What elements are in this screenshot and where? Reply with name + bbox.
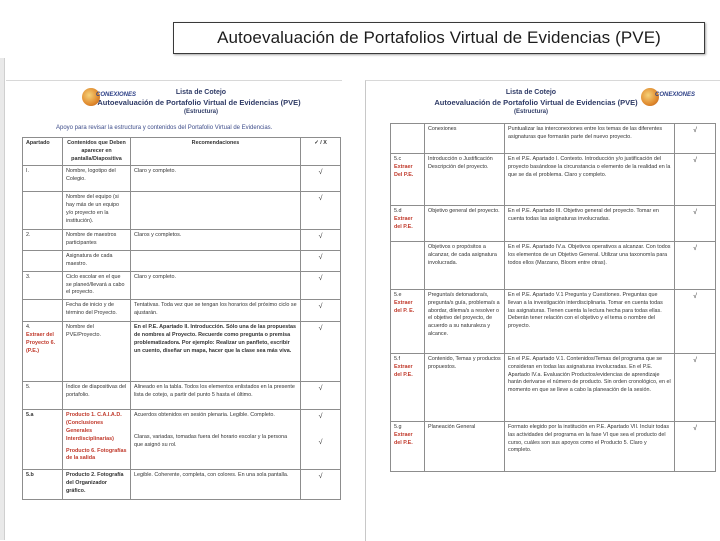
extraer-tag: Extraer del Proyecto 6. (P.E.) bbox=[26, 332, 56, 354]
left-head-lista: Lista de Cotejo bbox=[175, 89, 227, 96]
left-intro-text: Apoyo para revisar la estructura y contenidos del Portafolio Virtual de Evidencias. bbox=[56, 125, 273, 131]
table-row: 5.d Extraer del P.E. Objetivo general del proyecto. En el P.E. Apartado III. Objetivo general del proyecto. Tomar en cuenta todas las asignaturas involucradas. √ bbox=[391, 206, 716, 242]
slide-title: Autoevaluación de Portafolios Virtual de Evidencias (PVE) bbox=[217, 28, 661, 47]
table-row: Fecha de inicio y de término del Proyecto. Tentativas. Toda vez que se tengan los horarios del próximo ciclo se ajustarán. √ bbox=[23, 300, 341, 322]
left-edge-strip bbox=[0, 58, 5, 540]
right-head-lista: Lista de Cotejo bbox=[505, 89, 557, 96]
table-row: 4. Extraer del Proyecto 6. (P.E.) Nombre del PVE/Proyecto. En el P.E. Apartado II. Introducción. Sólo una de las propuestas de nombres al Proyecto. Recuerde como pregunta o premisa problematizadora. Por ejemplo: Realizar un panfleto, escribir un cuento, diseñar un mapa, hacer que la clase sea más viva. √ bbox=[23, 322, 341, 382]
left-document-page bbox=[6, 80, 342, 541]
table-row: Objetivos o propósitos a alcanzar, de cada asignatura involucrada. En el P.E. Apartado IV.a. Objetivos operativos a alcanzar. Con todos los elementos de un Objetivo General. Utilizar una taxonomía para todos ellos (Marzano, Bloom entre otras). √ bbox=[391, 242, 716, 290]
table-row: 5.g Extraer del P.E. Planeación General Formato elegido por la institución en P.E. Apartado VII. Incluir todas las actividades del programa en la fase VI que sea el producto del curso, cuáles son sus apoyos como el Producto 5. Claro y completo. √ bbox=[391, 422, 716, 472]
table-header-row bbox=[23, 138, 341, 166]
table-row: I. Nombre, logotipo del Colegio. Claro y completo. √ bbox=[23, 166, 341, 192]
table-row: 3. Ciclo escolar en el que se planeó/llevará a cabo el proyecto. Claro y completo. √ bbox=[23, 271, 341, 299]
table-row: 5. Índice de diapositivas del portafolio. Alineado en la tabla. Todos los elementos enlistados en la presente lista de cotejo, a partir del punto 5 hasta el último. √ bbox=[23, 382, 341, 410]
table-row: 5.b Producto 2. Fotografía del Organizador gráfico. Legible. Coherente, completa, con colores. En una sola pantalla. √ bbox=[23, 470, 341, 500]
table-row: 5.a Producto 1. C.A.I.A.D. (Conclusiones Generales Interdisciplinarias) Producto 6. Fotografías de la salida Acuerdos obtenidos en sesión plenaria. Legible. Completo. Claras, variadas, tomadas fuera del horario escolar y la persona que asignó su rol. √ √ bbox=[23, 410, 341, 470]
right-head-autoevaluacion: Autoevaluación de Portafolio Virtual de Evidencias (PVE) bbox=[434, 98, 638, 107]
header-contenidos: Contenidos que Deben aparecer en pantalla/Diapositiva bbox=[63, 138, 131, 166]
table-row: 5.e Extraer del P. E. Pregunta/s detonadora/s, pregunta/s guía, problema/s a abordar, dilema/s a resolver o el objetivo del proyecto, de acuerdo a su naturaleza y alcance. En el P.E. Apartado V.1 Pregunta y Cuestiones. Preguntas que llevan a la investigación interdisciplinaria. Tomar en cuenta todas las asignaturas. Tienen cuenta la lectura hecha para todas ellas. Deberán tener relación con el objetivo y el tema o nombre del proyecto. √ bbox=[391, 290, 716, 354]
header-recomendaciones: Recomendaciones bbox=[131, 138, 301, 166]
conexiones-logo-right: CONEXIONES bbox=[641, 86, 681, 108]
table-row: 5.c Extraer Del P.E. Introducción o Justificación Descripción del proyecto. En el P.E. Apartado I. Contexto. Introducción y/o justificación del proyecto basándose la circunstancia o elemento de la realidad en la que se da el problema. Claro y completo. √ bbox=[391, 154, 716, 206]
slide-title-box bbox=[173, 22, 705, 54]
right-document-page bbox=[365, 80, 720, 541]
left-head-estructura: (Estructura) bbox=[183, 109, 218, 115]
left-checklist-table bbox=[22, 137, 341, 500]
table-row: 5.f Extraer del P.E. Contenido, Temas y productos propuestos. En el P.E. Apartado V.1. Contenidos/Temas del programa que se consideran en todas las asignaturas involucradas. En el P.E. Apartado IV.a. Evaluación Productos/evidencias de aprendizaje harán derivarse el número de producto. Sin orden cronológico, en el momento en que se lleve a cabo la planeación de la sesión. √ bbox=[391, 354, 716, 422]
right-checklist-table bbox=[390, 123, 716, 472]
table-row: 2. Nombre de maestros participantes Claros y completos. √ bbox=[23, 230, 341, 251]
header-check: ✓ / X bbox=[301, 138, 341, 166]
right-head-estructura: (Estructura) bbox=[513, 109, 548, 115]
header-apartado: Apartado bbox=[23, 138, 63, 166]
table-row: Asignatura de cada maestro. √ bbox=[23, 251, 341, 272]
conexiones-logo: CONEXIONES bbox=[82, 86, 122, 108]
table-row: Nombre del equipo (si hay más de un equipo y/o proyecto en la institución). √ bbox=[23, 192, 341, 230]
table-row: Conexiones Puntualizar las interconexiones entre los temas de las diferentes asignaturas que formarán parte del nuevo proyecto. √ bbox=[391, 124, 716, 154]
left-head-autoevaluacion: Autoevaluación de Portafolio Virtual de Evidencias (PVE) bbox=[97, 98, 301, 107]
